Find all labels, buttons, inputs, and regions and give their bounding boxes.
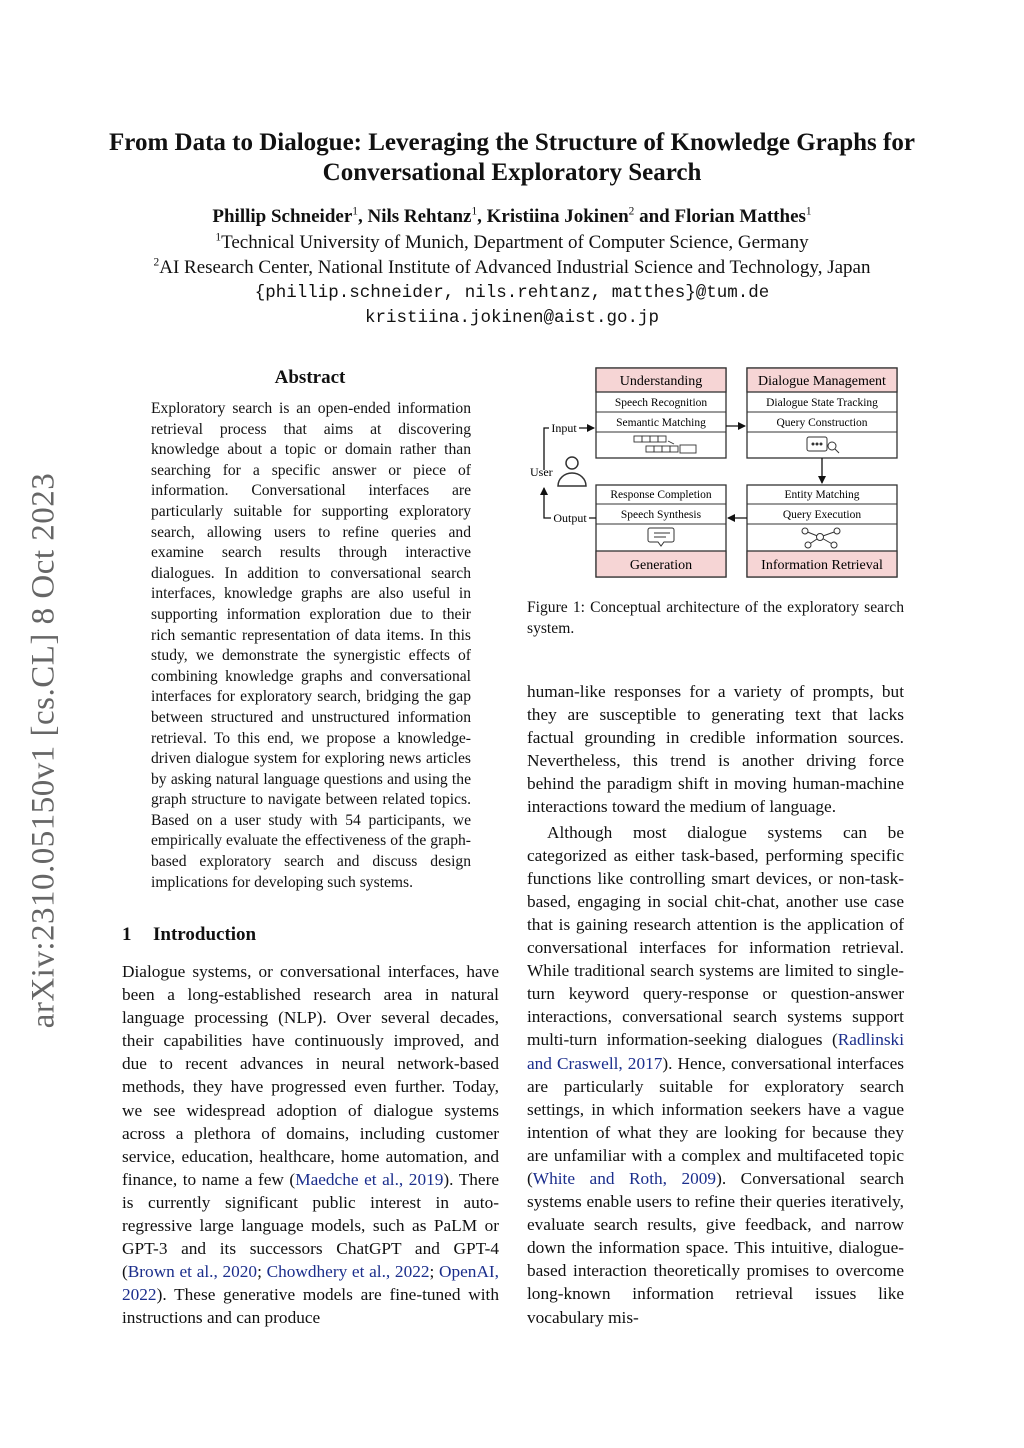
paper-title [80,128,944,188]
citation-link[interactable]: Radlinski and Craswell, 2017 [527,1030,904,1073]
abstract-text: Exploratory search is an open-ended information retrieval process that aims at discovering knowledge about a topic or domain rather than searching for a specific answer or piece of information. Conversational interfaces are particularly suitable for supporting exploratory search, allowing users to refine queries and examine search results through interactive dialogues. In addition to conversational search interfaces, knowledge graphs are also useful in supporting information exploration due to their rich semantic representation of data items. In this study, we demonstrate the synergistic effects of combining knowledge graphs and conversational interfaces for exploratory search, bridging the gap between structured and unstructured information retrieval. To this end, we propose a knowledge-driven dialogue system for exploring news articles by asking natural language questions and using the graph structure to navigate between related topics. Based on a user study with 54 participants, we empirically evaluate the effectiveness of the graph-based exploratory search and discuss design implications for developing such systems. [151,400,471,891]
citation-link[interactable]: Brown et al., 2020 [127,1262,258,1282]
understanding-item: Semantic Matching [616,417,706,429]
intro-paragraph-3: Although most dialogue systems can be categorized as either task-based, performing specific functions like controlling smart devices, or non-task-based, engaging in social chit-chat, another use case that is gaining research attention is the application of conversational interfaces for information retrieval. While traditional search systems are limited to single-turn keyword query-response or question-answer interactions, conversational search systems support multi-turn information-seeking dialogues (Radlinski and Craswell, 2017). Hence, conversational interfaces are particularly suitable for exploratory search settings, in which information seekers have a vague intention of what they are looking for because they are unfamiliar with a complex and multifaceted topic (White and Roth, 2009). Conversational search systems enable users to refine their queries iteratively, evaluate search results, give feedback, and narrow down the information space. This intuitive, dialogue-based interaction theoretically promises to overcome long-known information retrieval issues like vocabulary mis- [527,822,904,1327]
understanding-item: Speech Recognition [614,397,708,409]
section-heading [122,924,256,946]
title-line-2: Conversational Exploratory Search [322,159,702,186]
dialogue-management-title: Dialogue Management [758,374,886,389]
dialogue-management-item: Dialogue State Tracking [766,397,878,409]
email-tum[interactable]: {phillip.schneider, nils.rehtanz, matthes}@tum.de [254,283,770,303]
generation-item: Response Completion [610,489,712,501]
information-retrieval-item: Query Execution [782,509,862,521]
author: Kristiina Jokinen$^2$ and [486,205,675,227]
intro-paragraph-2: human-like responses for a variety of prompts, but they are susceptible to generating text that lacks factual grounding in credible information sources. Nevertheless, this trend is another driving force behind the paradigm shift in moving human-machine interactions toward the medium of language. [527,682,904,817]
information-retrieval-item: Entity Matching [784,489,860,501]
generation-title: Generation [629,558,693,573]
intro-right-column [527,680,904,1329]
arxiv-identifier: arXiv:2310.05150v1 [cs.CL] 8 Oct 2023 [25,472,62,1028]
intro-left-column [122,960,499,1330]
generation-item: Speech Synthesis [620,509,702,521]
user-icon [558,457,586,486]
abstract-heading: Abstract [274,367,346,388]
understanding-module [596,368,726,458]
dialogue-management-module [747,368,897,458]
affiliation-1: $^1$Technical University of Munich, Department of Computer Science, Germany [215,231,809,253]
section-title: Introduction [153,924,257,945]
intro-paragraph-1: Dialogue systems, or conversational interfaces, have been a long-established research area in natural language processing (NLP). Over several decades, their capabilities have continuously improved, and due to recent advances in neural network-based methods, they have progressed even further. Today, we see widespread adoption of dialogue systems across a plethora of domains, including customer service, education, healthcare, home automation, and finance, to name a few (Maedche et al., 2019). There is currently significant public interest in auto-regressive large language models, such as PaLM or GPT-3 and its successors ChatGPT and GPT-4 (Brown et al., 2020; Chowdhery et al., 2022; OpenAI, 2022). These generative models are fine-tuned with instructions and can produce [122,962,500,1328]
email-aist[interactable]: kristiina.jokinen@aist.go.jp [364,308,660,328]
information-retrieval-module [747,485,897,577]
architecture-diagram [524,364,904,580]
citation-link[interactable]: Chowdhery et al., 2022 [266,1262,430,1282]
citation-link[interactable]: White and Roth, 2009 [532,1168,717,1188]
section-number: 1 [122,924,132,945]
citation-link[interactable]: Maedche et al., 2019 [295,1169,444,1189]
author: Florian Matthes$^1$ [674,205,812,227]
figure-caption: Figure 1: Conceptual architecture of the exploratory search system. [527,599,904,637]
arxiv-side-stamp [14,460,74,1040]
title-line-1: From Data to Dialogue: Leveraging the Structure of Knowledge Graphs for [109,129,915,156]
output-label: Output [553,511,587,525]
author: Nils Rehtanz$^1$, [367,205,487,227]
understanding-title: Understanding [619,374,703,389]
generation-module [596,485,726,577]
citation-link[interactable]: OpenAI, 2022 [122,1262,500,1305]
author: Phillip Schneider$^1$, [212,205,368,227]
user-label: User [530,465,553,479]
information-retrieval-title: Information Retrieval [761,558,883,573]
author-list [80,205,944,229]
dialogue-management-item: Query Construction [776,417,868,429]
affiliation-2: $^2$AI Research Center, National Institute of Advanced Industrial Science and Technology, Japan [153,256,871,278]
input-label: Input [551,421,577,435]
